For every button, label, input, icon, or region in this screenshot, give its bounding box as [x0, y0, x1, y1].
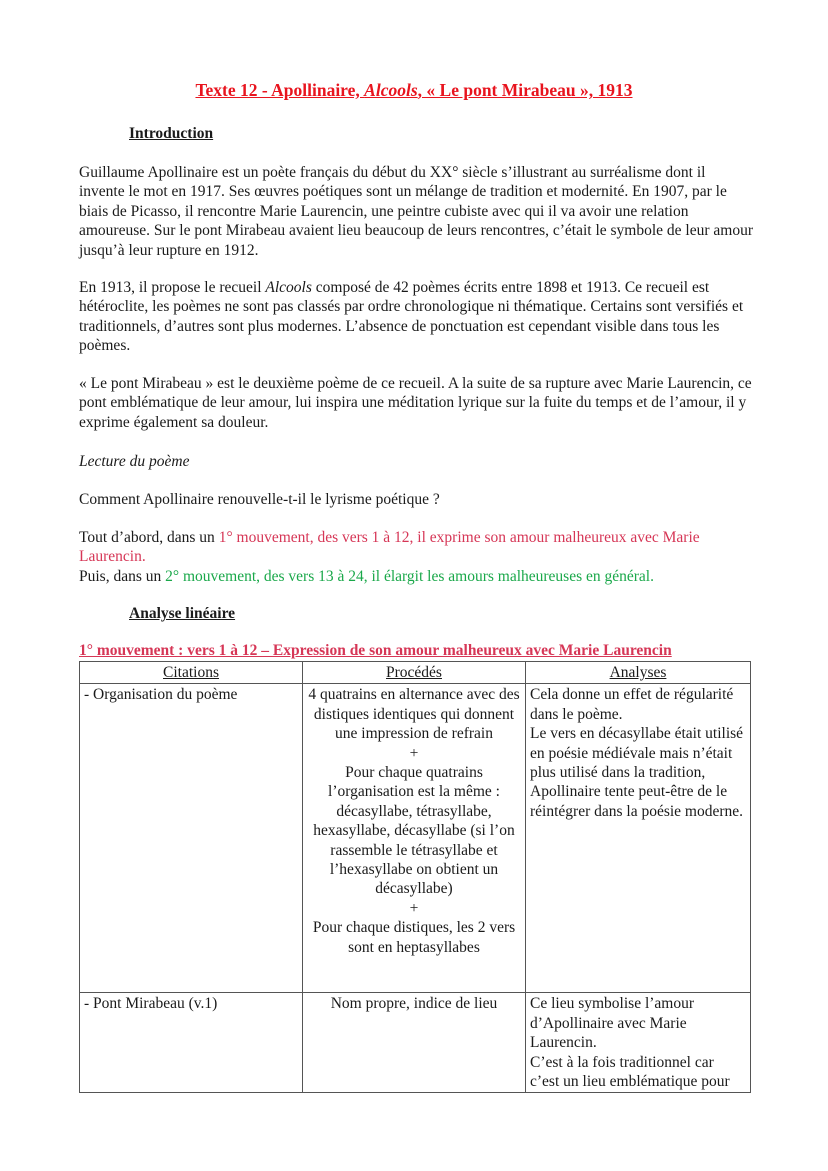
analyses-cell: Ce lieu symbolise l’amour d’Apollinaire avec Marie Laurencin. C’est à la fois traditionnel car c’est un lieu emblématique pour [526, 993, 751, 1093]
intro-paragraph-1: Guillaume Apollinaire est un poète français du début du XX° siècle s’illustrant au surréalisme dont il invente le mot en 1917. Ses œuvres poétiques sont un mélange de tradition et modernité. En 1907, par le biais de Picasso, il rencontre Marie Laurencin, une peintre cubiste avec qui il va avoir une relation amoureuse. Sur le pont Mirabeau avaient lieu beaucoup de leurs rencontres, c’était le symbole de leur amour jusqu’à leur rupture en 1912. [79, 164, 754, 259]
movement-1-title: 1° mouvement : vers 1 à 12 – Expression de son amour malheureux avec Marie Laurencin [79, 642, 672, 659]
analyses-cell: Cela donne un effet de régularité dans le poème. Le vers en décasyllabe était utilisé en poésie médiévale mais n’était plus utilisé dans la tradition, Apollinaire tente peut-être de le réintégrer dans la poésie moderne. [526, 684, 751, 993]
introduction-heading: Introduction [129, 125, 214, 142]
table-row [80, 993, 751, 1093]
plan-movement-2: Puis, dans un 2° mouvement, des vers 13 à 24, il élargit les amours malheureuses en général. [79, 568, 654, 585]
table-row [80, 684, 751, 993]
table-header-row [80, 662, 751, 684]
plan-movement-1: Tout d’abord, dans un 1° mouvement, des vers 1 à 12, il exprime son amour malheureux avec Marie Laurencin. [79, 529, 700, 566]
reading-label: Lecture du poème [79, 453, 190, 470]
procedes-cell: 4 quatrains en alternance avec des distiques identiques qui donnent une impression de refrain + Pour chaque quatrains l’organisation est la même : décasyllabe, tétrasyllabe, hexasyllabe, décasyllabe (si l’on rassemble le tétrasyllabe et l’hexasyllabe on obtient un décasyllabe) + Pour chaque distiques, les 2 vers sont en heptasyllabes [303, 684, 526, 993]
analysis-heading: Analyse linéaire [129, 605, 236, 622]
intro-paragraph-3: « Le pont Mirabeau » est le deuxième poème de ce recueil. A la suite de sa rupture avec Marie Laurencin, ce pont emblématique de leur amour, lui inspira une méditation lyrique sur la fuite du temps et de l’amour, il y exprime également sa douleur. [79, 375, 752, 431]
header-procedes: Procédés [303, 662, 526, 684]
header-analyses: Analyses [526, 662, 751, 684]
intro-paragraph-2: En 1913, il propose le recueil Alcools composé de 42 poèmes écrits entre 1898 et 1913. Ce recueil est hétéroclite, les poèmes ne sont pas classés par ordre chronologique ni thématique. Certains sont versifiés et traditionnels, d’autres sont plus modernes. L’absence de ponctuation est cependant visible dans tous les poèmes. [79, 279, 744, 355]
analysis-table [79, 661, 751, 1093]
document-title: Texte 12 - Apollinaire, Alcools, « Le pont Mirabeau », 1913 [195, 80, 633, 100]
procedes-cell: Nom propre, indice de lieu [303, 993, 526, 1093]
citation-cell: - Organisation du poème [80, 684, 303, 993]
citation-cell: - Pont Mirabeau (v.1) [80, 993, 303, 1093]
header-citations: Citations [80, 662, 303, 684]
problematic: Comment Apollinaire renouvelle-t-il le lyrisme poétique ? [79, 491, 440, 508]
